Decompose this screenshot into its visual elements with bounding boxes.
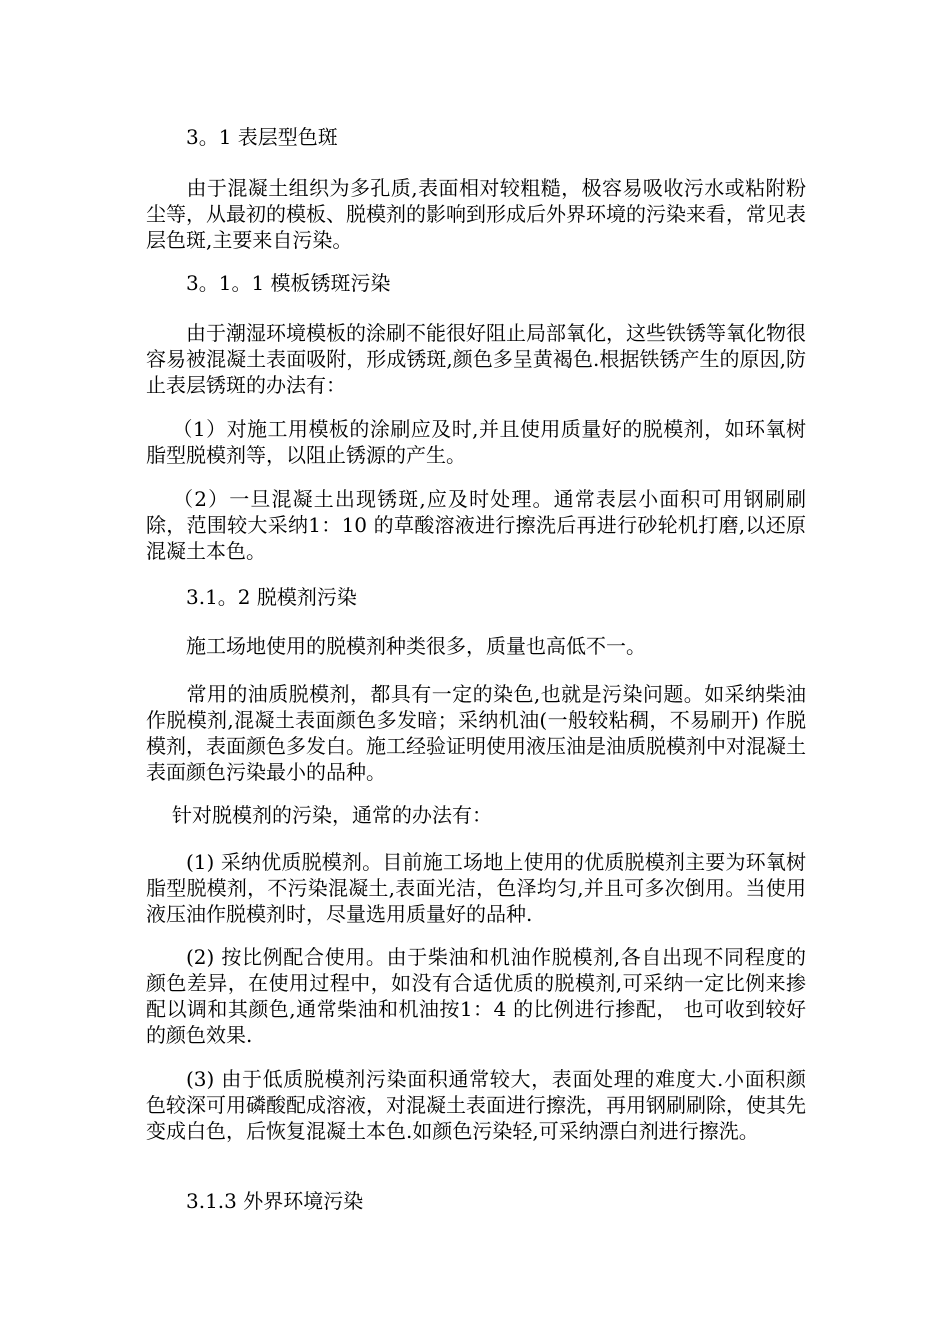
paragraph-surface-stains: 由于混凝土组织为多孔质,表面相对较粗糙，极容易吸收污水或粘附粉尘等，从最初的模板、脱模剂的影响到形成后外界环境的污染来看，常见表层色斑,主要来自污染。 [146,176,806,252]
heading-3-1: 3。1 表层型色斑 [186,125,338,149]
heading-3-1-2: 3.1。2 脱模剂污染 [186,585,357,609]
heading-3-1-3: 3.1.3 外界环境污染 [186,1189,364,1213]
paragraph-measure-2: (2) 按比例配合使用。由于柴油和机油作脱模剂,各自出现不同程度的颜色差异，在使用过程中，如没有合适优质的脱模剂,可采纳一定比例来掺配以调和其颜色,通常柴油和机油按1：4 的比例进行掺配， 也可收到较好的颜色效果. [146,945,806,1047]
paragraph-measures-intro: 针对脱模剂的污染，通常的办法有： [172,803,492,827]
paragraph-rust-measure-1: （1）对施工用模板的涂刷应及时,并且使用质量好的脱模剂，如环氧树脂型脱模剂等，以阻止锈源的产生。 [146,417,806,467]
paragraph-measure-3: (3) 由于低质脱模剂污染面积通常较大，表面处理的难度大.小面积颜色较深可用磷酸配成溶液，对混凝土表面进行擦洗，再用钢刷刷除，使其先变成白色，后恢复混凝土本色.如颜色污染轻,可采纳漂白剂进行擦洗。 [146,1067,806,1143]
heading-3-1-1: 3。1。1 模板锈斑污染 [186,271,391,295]
paragraph-oil-release-agent: 常用的油质脱模剂，都具有一定的染色,也就是污染问题。如采纳柴油作脱模剂,混凝土表面颜色多发暗；采纳机油(一般较粘稠，不易刷开) 作脱模剂，表面颜色多发白。施工经验证明使用液压油是油质脱模剂中对混凝土表面颜色污染最小的品种。 [146,682,806,784]
paragraph-rust-measure-2: （2）一旦混凝土出现锈斑,应及时处理。通常表层小面积可用钢刷刷除，范围较大采纳1：10 的草酸溶液进行擦洗后再进行砂轮机打磨,以还原混凝土本色。 [146,487,806,563]
paragraph-measure-1: (1) 采纳优质脱模剂。目前施工场地上使用的优质脱模剂主要为环氧树脂型脱模剂，不污染混凝土,表面光洁，色泽均匀,并且可多次倒用。当使用液压油作脱模剂时，尽量选用质量好的品种. [146,850,806,926]
paragraph-release-agent-intro: 施工场地使用的脱模剂种类很多，质量也高低不一。 [186,634,646,658]
paragraph-rust-stains: 由于潮湿环境模板的涂刷不能很好阻止局部氧化，这些铁锈等氧化物很容易被混凝土表面吸附，形成锈斑,颜色多呈黄褐色.根据铁锈产生的原因,防止表层锈斑的办法有： [146,321,806,397]
